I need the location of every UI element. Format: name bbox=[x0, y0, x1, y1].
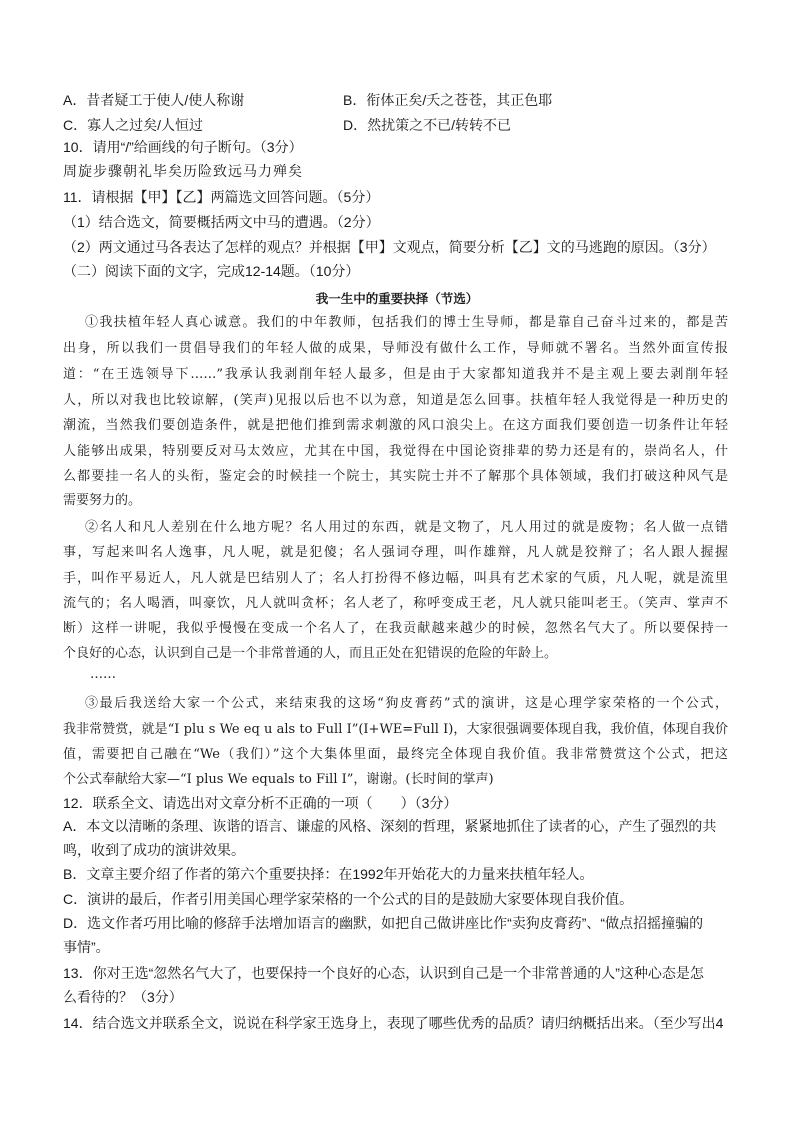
question-10-prompt: 10．请用“/”给画线的句子断句。（3分） bbox=[63, 139, 303, 155]
passage-title: 我一生中的重要抉择（节选） bbox=[315, 291, 479, 306]
question-12-option-c: C．演讲的最后，作者引用美国心理学家荣格的一个公式的目的是鼓励大家要体现自我价值。 bbox=[63, 891, 634, 907]
option-b: B．衔体正矣/夭之苍苍，其正色耶 bbox=[343, 92, 553, 108]
passage-line: ①我扶植年轻人真心诚意。我们的中年教师，包括我们的博士生导师，都是靠自己奋斗过来的，都是苦 bbox=[85, 315, 728, 330]
question-10-sentence: 周旋步骤朝礼毕矣历险致远马力殚矣 bbox=[63, 163, 303, 179]
passage-line: 潮流，当然我们要创造条件，就是把他们推到需求刺激的风口浪尖上。在这方面我们要创造一切条件让年轻 bbox=[63, 418, 728, 433]
passage-line: 流气的；名人喝酒，叫豪饮，凡人就叫贪杯；名人老了，称呼变成王老，凡人就只能叫老王。（笑声、掌声不 bbox=[63, 596, 728, 611]
passage-line: 人，所以对我也比较谅解，(笑声)见报以后也不以为意，知道是怎么回事。扶植年轻人我觉得是一种历史的 bbox=[63, 393, 728, 408]
passage-line: 人能够出成果，特别要反对马太效应，尤其在中国，我觉得在中国论资排辈的势力还是有的，崇尚名人，什 bbox=[63, 444, 728, 459]
option-c: C．寡人之过矣/人恒过 bbox=[63, 117, 203, 133]
question-12-prompt: 12．联系全文、请选出对文章分析不正确的一项（ ）（3分） bbox=[63, 795, 458, 811]
passage-line: 需要努力的。 bbox=[63, 493, 142, 508]
passage-line: 道：“在王选领导下……”我承认我剥削年轻人最多，但是由于大家都知道我并不是主观上要去剥削年轻 bbox=[63, 367, 728, 382]
question-11-sub1: （1）结合选文，简要概括两文中马的遭遇。（2分） bbox=[63, 214, 380, 230]
passage-line: ③最后我送给大家一个公式，来结束我的这场“狗皮膏药”式的演讲，这是心理学家荣格的一个公式， bbox=[85, 696, 728, 711]
question-12-option-d-line2: 事情”。 bbox=[63, 939, 110, 955]
passage-line: 出身，所以我们一贯倡导我们的年轻人做的成果，导师没有做什么工作，导师就不署名。当然外面宣传报 bbox=[63, 341, 728, 356]
question-13-line1: 13．你对王选“忽然名气大了，也要保持一个良好的心态，认识到自己是一个非常普通的人”这种心态是怎 bbox=[63, 965, 704, 981]
question-13-line2: 么看待的？（3分） bbox=[63, 989, 183, 1005]
passage-line: 事，写起来叫名人逸事，凡人呢，就是犯傻；名人强词夺理，叫作雄辩，凡人就是狡辩了；名人跟人握握 bbox=[63, 545, 728, 560]
passage-ellipsis: …… bbox=[90, 667, 116, 682]
question-12-option-a-line2: 鸣，收到了成功的演讲效果。 bbox=[63, 842, 245, 858]
passage-line: ②名人和凡人差别在什么地方呢？名人用过的东西，就是文物了，凡人用过的就是废物；名人做一点错 bbox=[85, 520, 728, 535]
question-14-line1: 14．结合选文并联系全文，说说在科学家王选身上，表现了哪些优秀的品质？请归纳概括出来。（至少写出4 bbox=[63, 1015, 724, 1031]
passage-line: 么都要挂一名人的头衔，鉴定会的时候挂一个院士，其实院士并不了解那个具体领域，我们打破这种风气是 bbox=[63, 469, 728, 484]
passage-line: 个良好的心态，认识到自己是一个非常普通的人，而且正处在犯错误的危险的年龄上。 bbox=[63, 646, 558, 661]
passage-line: 值，需要把自己融在“We（我们）”这个大集体里面，最终完全体现自我价值。我非常赞赏这个公式，把这 bbox=[63, 747, 728, 762]
question-11-sub2: （2）两文通过马各表达了怎样的观点？并根据【甲】文观点，简要分析【乙】文的马逃跑的原因。（3分） bbox=[63, 239, 716, 255]
passage-line: 手，叫作平易近人，凡人就是巴结别人了；名人打扮得不修边幅，叫具有艺术家的气质，凡人呢，就是流里 bbox=[63, 571, 728, 586]
question-12-option-d-line1: D．选文作者巧用比喻的修辞手法增加语言的幽默，如把自己做讲座比作“卖狗皮膏药”、“做点招摇撞骗的 bbox=[63, 915, 704, 931]
passage-line: 我非常赞赏，就是“I plu s We eq u als to Full I”(I+WE=Full I)，大家很强调要体现自我，我价值，体现自我价 bbox=[63, 722, 728, 737]
question-11-prompt: 11．请根据【甲】【乙】两篇选文回答问题。（5分） bbox=[63, 189, 380, 205]
question-12-option-b: B．文章主要介绍了作者的第六个重要抉择：在1992年开始花大的力量来扶植年轻人。 bbox=[63, 866, 594, 882]
passage-line: 个公式奉献给大家—“I plus We equals to Fill I”，谢谢。(长时间的掌声) bbox=[63, 772, 494, 787]
passage-line: 断）这样一讲呢，我似乎慢慢在变成一个名人了，在我贡献越来越少的时候，忽然名气大了。所以要保持一 bbox=[63, 621, 728, 636]
option-d: D．然扰策之不已/转转不已 bbox=[343, 117, 511, 133]
section-2-heading: （二）阅读下面的文字，完成12-14题。（10分） bbox=[63, 263, 360, 279]
option-a: A．昔者疑工于使人/使人称谢 bbox=[63, 92, 245, 108]
question-12-option-a-line1: A．本文以清晰的条理、诙谐的语言、谦虚的风格、深刻的哲理，紧紧地抓住了读者的心，产生了强烈的共 bbox=[63, 818, 717, 834]
